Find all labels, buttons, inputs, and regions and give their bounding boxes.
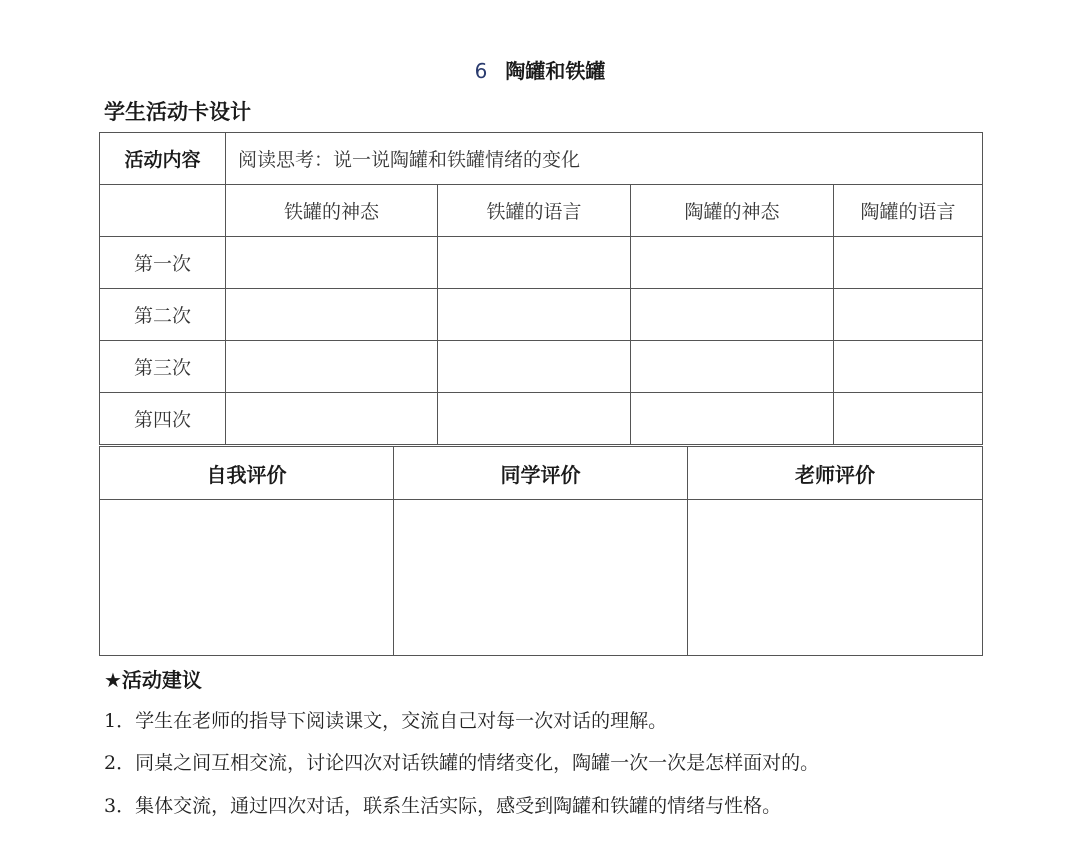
self-evaluation-header: 自我评价: [100, 447, 394, 500]
blank-cell: [834, 393, 983, 445]
activity-row: [100, 133, 983, 185]
section-title: 学生活动卡设计: [104, 100, 251, 124]
blank-cell: [631, 237, 834, 289]
table-row: [100, 289, 983, 341]
blank-cell: [631, 393, 834, 445]
blank-cell: [226, 237, 438, 289]
table-row: [100, 341, 983, 393]
self-evaluation-cell: [100, 500, 394, 656]
blank-cell: [226, 289, 438, 341]
blank-cell: [834, 237, 983, 289]
column-header: 铁罐的语言: [438, 185, 631, 237]
page-title: [0, 55, 1080, 84]
evaluation-body-row: [100, 500, 983, 656]
table-row: [100, 393, 983, 445]
teacher-evaluation-cell: [688, 500, 983, 656]
blank-cell: [438, 393, 631, 445]
row-label: 第一次: [100, 237, 226, 289]
peer-evaluation-cell: [394, 500, 688, 656]
blank-cell: [438, 341, 631, 393]
row-label: 第二次: [100, 289, 226, 341]
blank-cell: [834, 341, 983, 393]
suggestions-heading: ★活动建议: [104, 668, 202, 692]
activity-content: 阅读思考：说一说陶罐和铁罐情绪的变化: [226, 133, 983, 185]
corner-cell: [100, 185, 226, 237]
evaluation-table: [99, 446, 983, 656]
blank-cell: [631, 289, 834, 341]
teacher-evaluation-header: 老师评价: [688, 447, 983, 500]
activity-table: [99, 132, 983, 445]
column-header: 铁罐的神态: [226, 185, 438, 237]
blank-cell: [631, 341, 834, 393]
blank-cell: [438, 237, 631, 289]
column-header: 陶罐的语言: [834, 185, 983, 237]
activity-label: 活动内容: [100, 133, 226, 185]
row-label: 第三次: [100, 341, 226, 393]
lesson-number: 6: [474, 59, 488, 83]
table-row: [100, 237, 983, 289]
blank-cell: [438, 289, 631, 341]
row-label: 第四次: [100, 393, 226, 445]
peer-evaluation-header: 同学评价: [394, 447, 688, 500]
suggestion-item: 1．学生在老师的指导下阅读课文，交流自己对每一次对话的理解。: [104, 710, 668, 732]
suggestion-item: 2．同桌之间互相交流，讨论四次对话铁罐的情绪变化，陶罐一次一次是怎样面对的。: [104, 752, 820, 774]
header-row: [100, 185, 983, 237]
blank-cell: [226, 393, 438, 445]
blank-cell: [226, 341, 438, 393]
lesson-title: 陶罐和铁罐: [505, 59, 606, 83]
blank-cell: [834, 289, 983, 341]
column-header: 陶罐的神态: [631, 185, 834, 237]
suggestion-item: 3．集体交流，通过四次对话，联系生活实际，感受到陶罐和铁罐的情绪与性格。: [104, 795, 782, 817]
evaluation-header-row: [100, 447, 983, 500]
